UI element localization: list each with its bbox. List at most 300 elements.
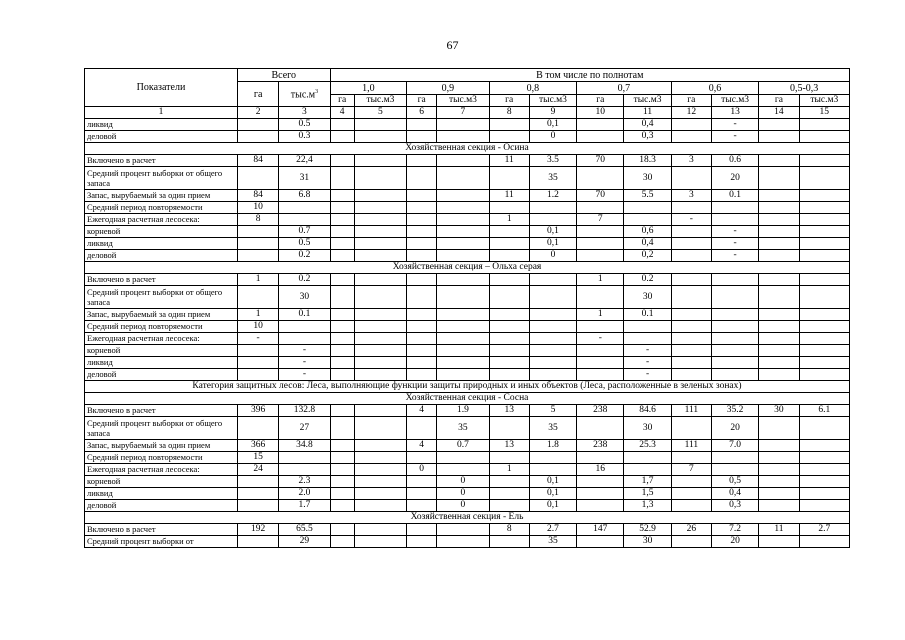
table-cell: 0 [437, 476, 489, 488]
table-cell [279, 452, 330, 464]
table-cell [437, 321, 489, 333]
row-label: Ежегодная расчетная лесосека: [85, 333, 238, 345]
table-cell [407, 214, 437, 226]
table-cell: 366 [237, 440, 278, 452]
table-cell: 11 [489, 155, 529, 167]
table-cell [237, 238, 278, 250]
table-cell [624, 464, 671, 476]
table-cell: 0,5 [711, 476, 758, 488]
table-cell: 0,1 [529, 476, 576, 488]
table-cell [759, 131, 799, 143]
table-cell [237, 286, 278, 309]
table-cell [437, 274, 489, 286]
row-label: ликвид [85, 488, 238, 500]
table-cell [711, 464, 758, 476]
section-row [85, 393, 850, 405]
table-cell: 52.9 [624, 524, 671, 536]
table-cell [330, 131, 354, 143]
column-number: 6 [407, 107, 437, 119]
table-cell: 11 [489, 190, 529, 202]
header-density: 0,9 [407, 82, 490, 95]
table-cell [759, 286, 799, 309]
table-cell [330, 488, 354, 500]
table-cell: - [279, 369, 330, 381]
table-cell [529, 369, 576, 381]
table-cell [489, 357, 529, 369]
table-cell [577, 369, 624, 381]
table-cell [799, 214, 849, 226]
header-including: В том числе по полнотам [330, 69, 849, 82]
table-cell [407, 274, 437, 286]
table-cell [489, 309, 529, 321]
table-cell [577, 286, 624, 309]
table-cell [799, 167, 849, 190]
table-cell [489, 238, 529, 250]
table-cell [671, 345, 711, 357]
table-cell [354, 321, 406, 333]
table-cell: 35 [437, 417, 489, 440]
table-cell [489, 286, 529, 309]
table-cell [489, 202, 529, 214]
table-cell [799, 440, 849, 452]
table-cell [407, 536, 437, 548]
table-cell [330, 452, 354, 464]
table-cell [489, 417, 529, 440]
table-cell: 0,4 [711, 488, 758, 500]
row-label: деловой [85, 250, 238, 262]
table-row [85, 333, 850, 345]
header-sub-unit: га [759, 95, 799, 107]
table-cell [330, 238, 354, 250]
row-label: Включено в расчет [85, 405, 238, 417]
table-cell [799, 464, 849, 476]
table-row [85, 286, 850, 309]
table-cell: 11 [759, 524, 799, 536]
table-cell [671, 202, 711, 214]
table-cell: 20 [711, 536, 758, 548]
table-row [85, 202, 850, 214]
table-cell [759, 500, 799, 512]
table-cell [489, 167, 529, 190]
table-cell: 0 [437, 500, 489, 512]
table-cell: - [624, 369, 671, 381]
table-cell [237, 417, 278, 440]
row-label: Запас, вырубаемый за один прием [85, 190, 238, 202]
table-cell [354, 286, 406, 309]
table-cell [330, 309, 354, 321]
table-cell: 4 [407, 405, 437, 417]
header-sub-unit: тыс.м3 [354, 95, 406, 107]
table-cell [671, 357, 711, 369]
table-cell [407, 119, 437, 131]
table-cell [799, 274, 849, 286]
column-number: 11 [624, 107, 671, 119]
row-label: Средний период повторяемости [85, 321, 238, 333]
table-cell: 35 [529, 536, 576, 548]
row-label: Запас, вырубаемый за один прием [85, 440, 238, 452]
table-cell: 30 [624, 536, 671, 548]
table-cell [711, 202, 758, 214]
table-cell [489, 274, 529, 286]
table-cell: 35 [529, 417, 576, 440]
table-cell: 0.2 [279, 250, 330, 262]
table-cell [330, 417, 354, 440]
table-cell: 0 [529, 250, 576, 262]
table-cell: 0.7 [437, 440, 489, 452]
table-cell [330, 476, 354, 488]
section-title: Хозяйственная секция - Осина [85, 143, 850, 155]
table-cell: 6.8 [279, 190, 330, 202]
section-title: Хозяйственная секция - Сосна [85, 393, 850, 405]
table-cell [759, 417, 799, 440]
table-cell: 0.3 [279, 131, 330, 143]
table-cell [577, 345, 624, 357]
column-number: 2 [237, 107, 278, 119]
table-cell [799, 500, 849, 512]
table-cell [711, 321, 758, 333]
table-cell: 0.1 [624, 309, 671, 321]
table-cell [759, 357, 799, 369]
table-cell [799, 452, 849, 464]
row-label: корневой [85, 345, 238, 357]
table-cell [489, 500, 529, 512]
table-cell [529, 274, 576, 286]
table-cell: 238 [577, 440, 624, 452]
table-cell [237, 500, 278, 512]
table-cell [237, 488, 278, 500]
table-cell [437, 357, 489, 369]
table-cell [330, 440, 354, 452]
header-sub-unit: тыс.м3 [529, 95, 576, 107]
table-cell [799, 536, 849, 548]
table-cell [529, 214, 576, 226]
table-cell [279, 214, 330, 226]
table-cell [799, 309, 849, 321]
header-density: 0,7 [577, 82, 672, 95]
table-cell: - [279, 345, 330, 357]
table-cell [711, 274, 758, 286]
table-cell [489, 369, 529, 381]
header-indicators: Показатели [85, 69, 238, 107]
column-number: 12 [671, 107, 711, 119]
table-cell [407, 190, 437, 202]
table-cell: - [237, 333, 278, 345]
row-label: Ежегодная расчетная лесосека: [85, 464, 238, 476]
table-cell [577, 357, 624, 369]
table-cell [799, 286, 849, 309]
table-row [85, 190, 850, 202]
table-cell [759, 226, 799, 238]
table-cell: 30 [759, 405, 799, 417]
header-density: 0,6 [671, 82, 759, 95]
table-cell: - [577, 333, 624, 345]
table-cell: 1 [489, 214, 529, 226]
table-cell: 1,5 [624, 488, 671, 500]
table-cell [671, 369, 711, 381]
table-cell [437, 536, 489, 548]
table-cell [330, 369, 354, 381]
table-cell [671, 452, 711, 464]
column-number: 1 [85, 107, 238, 119]
table-row [85, 214, 850, 226]
table-cell [489, 119, 529, 131]
table-cell [671, 274, 711, 286]
table-cell [407, 202, 437, 214]
table-cell: 22,4 [279, 155, 330, 167]
table-cell [354, 155, 406, 167]
table-cell: - [711, 238, 758, 250]
table-cell: 0.5 [279, 238, 330, 250]
table-cell [624, 452, 671, 464]
table-cell: 30 [624, 286, 671, 309]
table-cell [407, 286, 437, 309]
table-cell [759, 274, 799, 286]
table-cell [759, 476, 799, 488]
column-number: 9 [529, 107, 576, 119]
table-cell: 30 [624, 167, 671, 190]
header-sub-unit: тыс.м3 [437, 95, 489, 107]
table-cell: 1 [489, 464, 529, 476]
table-cell: 1.8 [529, 440, 576, 452]
table-cell [437, 333, 489, 345]
table-cell: 13 [489, 405, 529, 417]
table-cell [577, 238, 624, 250]
table-cell [489, 333, 529, 345]
table-cell [759, 309, 799, 321]
section-title: Хозяйственная секция - Ель [85, 512, 850, 524]
table-cell: 0 [437, 488, 489, 500]
table-cell: 111 [671, 405, 711, 417]
table-cell [437, 369, 489, 381]
header-sub-unit: га [577, 95, 624, 107]
table-cell [330, 321, 354, 333]
table-cell [330, 119, 354, 131]
row-label: корневой [85, 226, 238, 238]
table-cell [354, 452, 406, 464]
table-cell [577, 488, 624, 500]
table-cell: 0,1 [529, 226, 576, 238]
table-cell [354, 202, 406, 214]
table-cell [407, 488, 437, 500]
table-cell [279, 202, 330, 214]
header-sub-unit: га [671, 95, 711, 107]
table-cell [354, 488, 406, 500]
table-cell: 0,1 [529, 119, 576, 131]
table-cell [759, 464, 799, 476]
table-cell: 2.7 [799, 524, 849, 536]
table-cell [407, 452, 437, 464]
row-label: Ежегодная расчетная лесосека: [85, 214, 238, 226]
table-cell [799, 190, 849, 202]
row-label: Средний процент выборки от общего запаса [85, 286, 238, 309]
table-cell: 1 [577, 309, 624, 321]
header-sub-unit: тыс.м3 [624, 95, 671, 107]
table-row [85, 321, 850, 333]
table-cell: 3 [671, 190, 711, 202]
table-cell [354, 119, 406, 131]
table-cell [489, 488, 529, 500]
table-cell: 7 [671, 464, 711, 476]
table-cell [354, 345, 406, 357]
table-cell [577, 250, 624, 262]
table-cell: - [624, 357, 671, 369]
table-cell [759, 452, 799, 464]
table-cell [354, 226, 406, 238]
table-cell [759, 536, 799, 548]
table-cell [330, 190, 354, 202]
table-cell [237, 476, 278, 488]
table-row [85, 167, 850, 190]
row-label: ликвид [85, 238, 238, 250]
table-cell: 8 [489, 524, 529, 536]
table-row [85, 357, 850, 369]
table-cell: 7 [577, 214, 624, 226]
table-row [85, 417, 850, 440]
page-number: 67 [446, 38, 459, 52]
table-cell [759, 202, 799, 214]
table-cell [407, 167, 437, 190]
table-cell [577, 476, 624, 488]
table-cell [529, 309, 576, 321]
column-number: 5 [354, 107, 406, 119]
section-row [85, 143, 850, 155]
table-cell: 84.6 [624, 405, 671, 417]
table-cell [577, 119, 624, 131]
column-number: 13 [711, 107, 758, 119]
row-label: Средний период повторяемости [85, 202, 238, 214]
table-cell [671, 417, 711, 440]
table-cell [279, 321, 330, 333]
table-cell: 0,2 [624, 250, 671, 262]
table-cell [799, 202, 849, 214]
table-cell [354, 536, 406, 548]
table-cell: 396 [237, 405, 278, 417]
table-cell: 4 [407, 440, 437, 452]
table-cell [330, 250, 354, 262]
table-cell [489, 250, 529, 262]
table-cell: 6.1 [799, 405, 849, 417]
table-cell [799, 321, 849, 333]
table-row [85, 274, 850, 286]
table-cell [711, 333, 758, 345]
table-cell [799, 119, 849, 131]
table-cell [799, 345, 849, 357]
header-total-m3: $тыс.м^3$ [279, 82, 330, 107]
table-cell: 8 [237, 214, 278, 226]
table-cell [759, 167, 799, 190]
table-cell [437, 226, 489, 238]
table-cell: 0.6 [711, 155, 758, 167]
table-cell [529, 321, 576, 333]
column-number: 4 [330, 107, 354, 119]
table-cell [577, 131, 624, 143]
table-cell [330, 345, 354, 357]
table-cell: 30 [279, 286, 330, 309]
table-cell [237, 119, 278, 131]
table-cell [237, 226, 278, 238]
table-cell: - [711, 131, 758, 143]
table-cell [624, 321, 671, 333]
table-cell [577, 321, 624, 333]
table-cell [330, 226, 354, 238]
table-cell [237, 357, 278, 369]
table-cell: 18.3 [624, 155, 671, 167]
header-sub-unit: тыс.м3 [711, 95, 758, 107]
row-label: деловой [85, 500, 238, 512]
table-cell [529, 333, 576, 345]
row-label: деловой [85, 369, 238, 381]
table-cell [437, 119, 489, 131]
table-cell: 0,3 [624, 131, 671, 143]
table-cell [407, 476, 437, 488]
table-cell [799, 476, 849, 488]
table-cell [354, 417, 406, 440]
table-cell [437, 452, 489, 464]
table-cell [354, 238, 406, 250]
table-cell [671, 321, 711, 333]
table-cell: 1,7 [624, 476, 671, 488]
table-cell [437, 250, 489, 262]
table-cell [759, 119, 799, 131]
table-cell [577, 536, 624, 548]
table-cell: 0,3 [711, 500, 758, 512]
header-sub-unit: га [330, 95, 354, 107]
table-cell [759, 190, 799, 202]
table-cell: - [711, 226, 758, 238]
table-cell [577, 417, 624, 440]
table-cell: 10 [237, 202, 278, 214]
table-cell [407, 417, 437, 440]
table-cell: 2.7 [529, 524, 576, 536]
row-label: Средний период повторяемости [85, 452, 238, 464]
table-cell [759, 155, 799, 167]
table-cell: 0.2 [624, 274, 671, 286]
table-cell: 2.0 [279, 488, 330, 500]
table-cell: 31 [279, 167, 330, 190]
table-cell [354, 500, 406, 512]
table-cell: 16 [577, 464, 624, 476]
table-cell: 1.7 [279, 500, 330, 512]
table-cell: 0,4 [624, 238, 671, 250]
table-cell [407, 500, 437, 512]
table-cell [489, 536, 529, 548]
table-row [85, 119, 850, 131]
table-cell [354, 440, 406, 452]
table-cell: 70 [577, 190, 624, 202]
table-cell [799, 369, 849, 381]
table-cell [711, 345, 758, 357]
table-cell [671, 119, 711, 131]
table-cell [237, 536, 278, 548]
table-cell [330, 167, 354, 190]
table-cell: 0.1 [279, 309, 330, 321]
table-cell [407, 131, 437, 143]
table-cell: 0.5 [279, 119, 330, 131]
table-cell [759, 488, 799, 500]
row-label: Средний процент выборки от [85, 536, 238, 548]
table-cell [354, 357, 406, 369]
table-row [85, 345, 850, 357]
row-label: деловой [85, 131, 238, 143]
table-cell [237, 250, 278, 262]
table-cell [237, 131, 278, 143]
table-cell: 7.0 [711, 440, 758, 452]
table-cell [799, 417, 849, 440]
table-cell [407, 226, 437, 238]
row-label: ликвид [85, 357, 238, 369]
row-label: Включено в расчет [85, 274, 238, 286]
table-cell [489, 321, 529, 333]
